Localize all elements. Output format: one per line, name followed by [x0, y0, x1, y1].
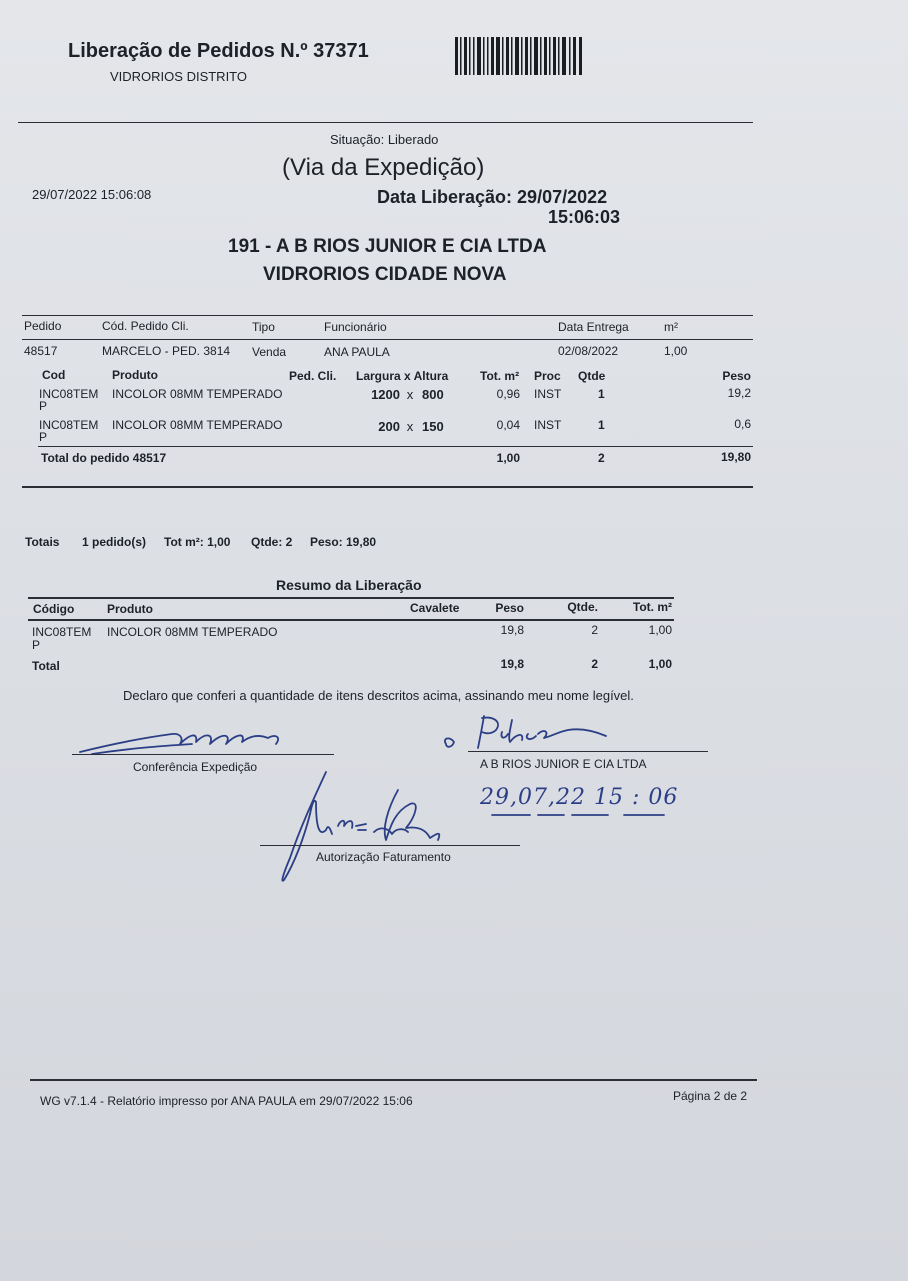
autorizacao-label: Autorização Faturamento	[316, 850, 451, 864]
resumo-produto: INCOLOR 08MM TEMPERADO	[107, 625, 278, 639]
resumo-top-line	[28, 597, 674, 599]
order-total-peso: 19,80	[720, 450, 751, 464]
order-funcionario: ANA PAULA	[324, 345, 390, 359]
item-col-qtde: Qtde	[578, 369, 606, 383]
client-name: 191 - A B RIOS JUNIOR E CIA LTDA	[228, 236, 547, 257]
order-header-line	[22, 339, 753, 340]
resumo-tot-m2: 1,00	[648, 623, 672, 637]
resumo-col-codigo: Código	[33, 602, 75, 616]
order-total-m2: 1,00	[496, 451, 520, 465]
declaration-text: Declaro que conferi a quantidade de itens descritos acima, assinando meu nome legível.	[123, 688, 634, 703]
handwritten-date-underline	[492, 812, 702, 818]
item-col-produto: Produto	[112, 368, 158, 382]
autorizacao-signature-line	[260, 845, 520, 846]
item-tot-m2: 0,96	[496, 387, 520, 401]
resumo-peso: 19,8	[500, 623, 524, 637]
order-total-label: Total do pedido 48517	[41, 451, 167, 465]
order-total-line	[38, 446, 753, 447]
footer-line	[30, 1079, 757, 1081]
col-tipo: Tipo	[252, 320, 275, 334]
resumo-col-cavalete: Cavalete	[410, 601, 460, 615]
totais-m2: Tot m²: 1,00	[164, 535, 231, 549]
status-text: Situação: Liberado	[330, 132, 439, 147]
item-x: x	[406, 387, 414, 402]
item-col-tot-m2: Tot. m²	[480, 369, 520, 383]
release-date: Data Liberação: 29/07/2022	[377, 187, 608, 207]
item-col-proc: Proc	[534, 369, 561, 383]
conferencia-signature-line	[72, 754, 334, 755]
item-cod-cont: P	[39, 430, 48, 444]
totais-pedidos: 1 pedido(s)	[82, 535, 147, 549]
totais-qtde: Qtde: 2	[251, 535, 293, 549]
resumo-codigo-cont: P	[32, 638, 41, 652]
footer-printed-by: WG v7.1.4 - Relatório impresso por ANA PAULA em 29/07/2022 15:06	[40, 1094, 413, 1108]
item-proc: INST	[534, 418, 562, 432]
item-produto: INCOLOR 08MM TEMPERADO	[112, 418, 283, 432]
item-largura: 1200	[371, 387, 400, 402]
resumo-header-line	[28, 619, 674, 621]
item-cod: INC08TEM	[39, 387, 99, 401]
barcode-icon	[455, 37, 585, 77]
order-table-top-line	[22, 315, 753, 316]
item-col-ped-cli: Ped. Cli.	[289, 369, 337, 383]
company-name: VIDRORIOS DISTRITO	[110, 69, 247, 84]
print-timestamp: 29/07/2022 15:06:08	[32, 187, 152, 202]
item-produto: INCOLOR 08MM TEMPERADO	[112, 387, 283, 401]
footer-page-number: Página 2 de 2	[673, 1089, 748, 1103]
order-pedido: 48517	[24, 344, 58, 358]
item-tot-m2: 0,04	[496, 418, 520, 432]
resumo-title: Resumo da Liberação	[276, 577, 422, 593]
release-time: 15:06:03	[548, 207, 621, 227]
item-col-peso: Peso	[722, 369, 751, 383]
item-largura: 200	[378, 419, 400, 434]
resumo-codigo: INC08TEM	[32, 625, 92, 639]
resumo-total-peso: 19,8	[500, 657, 524, 671]
item-qtde: 1	[598, 387, 605, 401]
resumo-col-produto: Produto	[107, 602, 153, 616]
item-cod-cont: P	[39, 399, 48, 413]
totais-peso: Peso: 19,80	[310, 535, 377, 549]
order-tipo: Venda	[252, 345, 287, 359]
order-cod-pedido-cli: MARCELO - PED. 3814	[102, 344, 231, 358]
resumo-col-tot-m2: Tot. m²	[632, 600, 672, 614]
item-col-largura-altura: Largura x Altura	[356, 369, 449, 383]
handwritten-date: 29,07,22 15 : 06	[480, 785, 679, 810]
header-divider	[18, 122, 753, 123]
resumo-col-qtde: Qtde.	[567, 600, 598, 614]
resumo-qtde: 2	[591, 623, 598, 637]
client-signature	[440, 708, 620, 756]
item-peso: 0,6	[734, 417, 751, 431]
document-title: Liberação de Pedidos N.º 37371	[68, 40, 369, 62]
totais-label: Totais	[25, 535, 60, 549]
item-altura: 800	[422, 387, 444, 402]
item-peso: 19,2	[727, 386, 751, 400]
resumo-col-peso: Peso	[495, 601, 524, 615]
item-cod: INC08TEM	[39, 418, 99, 432]
item-x: x	[406, 419, 414, 434]
conferencia-label: Conferência Expedição	[133, 760, 258, 774]
client-label: A B RIOS JUNIOR E CIA LTDA	[480, 757, 647, 771]
client-store: VIDRORIOS CIDADE NOVA	[263, 264, 507, 285]
item-col-cod: Cod	[42, 368, 66, 382]
col-data-entrega: Data Entrega	[558, 320, 629, 334]
autorizacao-signature	[270, 768, 460, 886]
order-data-entrega: 02/08/2022	[558, 344, 619, 358]
item-proc: INST	[534, 387, 562, 401]
order-total-qtde: 2	[598, 451, 605, 465]
order-m2: 1,00	[664, 344, 688, 358]
client-signature-line	[468, 751, 708, 752]
resumo-total-label: Total	[32, 659, 60, 673]
conferencia-signature	[72, 724, 302, 758]
col-cod-pedido-cli: Cód. Pedido Cli.	[102, 319, 189, 333]
col-m2: m²	[664, 320, 678, 334]
item-altura: 150	[422, 419, 444, 434]
col-pedido: Pedido	[24, 319, 62, 333]
via-title: (Via da Expedição)	[282, 154, 485, 181]
order-table-bottom-line	[22, 486, 753, 488]
resumo-total-qtde: 2	[591, 657, 598, 671]
item-qtde: 1	[598, 418, 605, 432]
col-funcionario: Funcionário	[324, 320, 387, 334]
resumo-total-m2: 1,00	[648, 657, 672, 671]
